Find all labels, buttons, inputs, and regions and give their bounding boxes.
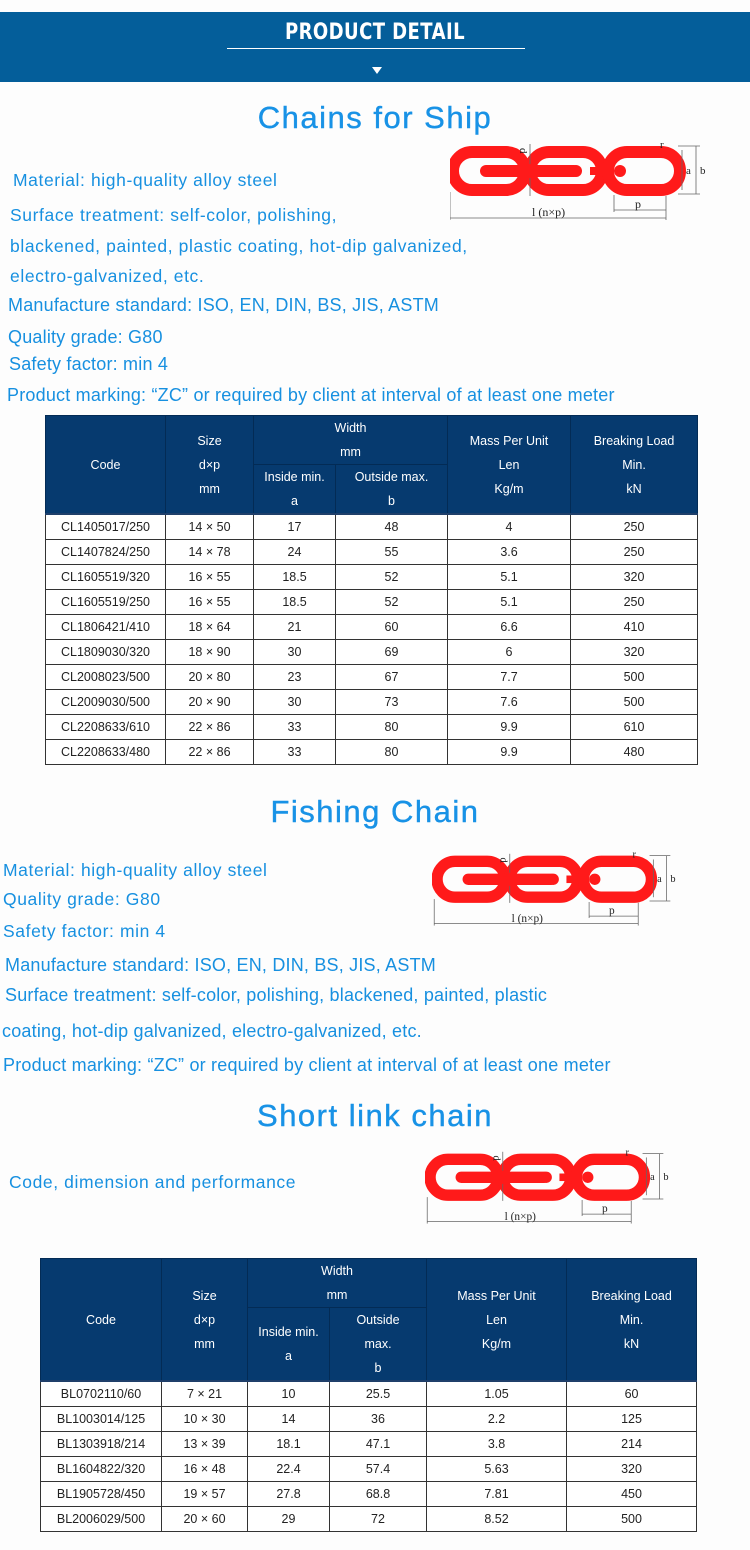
table-row: CL1605519/250 16 × 55 18.5 52 5.1 250 (46, 590, 698, 615)
header-size: Size d×p mm (166, 416, 254, 515)
header-breaking-load: Breaking Load Min. kN (567, 1259, 697, 1382)
header-code: Code (46, 416, 166, 515)
spec-product-marking: Product marking: “ZC” or required by client at interval of at least one meter (7, 385, 615, 405)
header-breaking-load: Breaking Load Min. kN (571, 416, 698, 515)
chain-diagram-short-link (425, 1148, 675, 1233)
spec-standard: Manufacture standard: ISO, EN, DIN, BS, JIS, ASTM (5, 955, 436, 975)
label-d: d (497, 857, 509, 863)
header-mass: Mass Per Unit Len Kg/m (448, 416, 571, 515)
header-outside-max: Outside max. b (336, 465, 448, 515)
chain-links-icon (453, 152, 680, 190)
table-row: CL2208633/610 22 × 86 33 80 9.9 610 (46, 715, 698, 740)
spec-surface-line1: Surface treatment: self-color, polishing, blackened, painted, plastic (5, 985, 548, 1005)
table-row: CL2008023/500 20 × 80 23 67 7.7 500 (46, 665, 698, 690)
spec-surface-line3: electro-galvanized, etc. (10, 266, 205, 286)
spec-material: Material: high-quality alloy steel (13, 170, 278, 190)
table-row: CL1407824/250 14 × 78 24 55 3.6 250 (46, 540, 698, 565)
spec-safety-factor: Safety factor: min 4 (9, 354, 169, 374)
table-row: CL1809030/320 18 × 90 30 69 6 320 (46, 640, 698, 665)
table-row: CL2208633/480 22 × 86 33 80 9.9 480 (46, 740, 698, 765)
spec-code-dimension: Code, dimension and performance (9, 1172, 297, 1192)
spec-surface-line2: coating, hot-dip galvanized, electro-galvanized, etc. (2, 1021, 422, 1041)
label-p: p (608, 905, 615, 918)
banner-title: PRODUCT DETAIL (284, 20, 466, 45)
spec-quality-grade: Quality grade: G80 (8, 327, 163, 347)
label-r: r (632, 850, 637, 861)
chain-links-icon (430, 1159, 644, 1195)
header-size: Size d×p mm (162, 1259, 248, 1382)
short-link-spec-table (40, 1258, 697, 1532)
table-row: CL2009030/500 20 × 90 30 73 7.6 500 (46, 690, 698, 715)
spec-surface-line2: blackened, painted, plastic coating, hot-dip galvanized, (10, 236, 468, 256)
spec-surface-line1: Surface treatment: self-color, polishing, (10, 205, 338, 225)
label-length: l (n×p) (532, 205, 566, 219)
label-p: p (601, 1203, 608, 1216)
table-row: BL0702110/60 7 × 21 10 25.5 1.05 60 (41, 1381, 697, 1407)
label-d: d (517, 148, 529, 154)
label-a: a (657, 874, 662, 886)
table-row: CL1806421/410 18 × 64 21 60 6.6 410 (46, 615, 698, 640)
spec-product-marking: Product marking: “ZC” or required by client at interval of at least one meter (3, 1055, 611, 1075)
triangle-down-icon (372, 67, 382, 74)
product-detail-banner (0, 12, 750, 82)
chain-diagram-fishing (432, 850, 682, 935)
section-title-short-link: Short link chain (257, 1098, 493, 1133)
header-inside-min: Inside min. a (248, 1308, 330, 1382)
spec-material: Material: high-quality alloy steel (3, 860, 268, 880)
ship-chain-spec-table (45, 415, 698, 765)
header-code: Code (41, 1259, 162, 1382)
section-title-ship: Chains for Ship (257, 100, 493, 135)
spec-quality-grade: Quality grade: G80 (3, 889, 161, 909)
section-title-fishing: Fishing Chain (270, 794, 480, 829)
header-outside-max: Outside max. b (330, 1308, 427, 1382)
chain-diagram-ship (450, 140, 710, 230)
label-p: p (635, 197, 641, 211)
table-row: BL1604822/320 16 × 48 22.4 57.4 5.63 320 (41, 1457, 697, 1482)
table-row: CL1605519/320 16 × 55 18.5 52 5.1 320 (46, 565, 698, 590)
label-b: b (663, 1172, 669, 1184)
header-width: Width mm (248, 1259, 427, 1308)
label-r: r (660, 140, 664, 151)
table-row: BL1303918/214 13 × 39 18.1 47.1 3.8 214 (41, 1432, 697, 1457)
header-inside-min: Inside min. a (254, 465, 336, 515)
banner-underline (227, 48, 525, 49)
table-row: BL1905728/450 19 × 57 27.8 68.8 7.81 450 (41, 1482, 697, 1507)
label-length: l (n×p) (511, 912, 543, 925)
table-row: BL2006029/500 20 × 60 29 72 8.52 500 (41, 1507, 697, 1532)
label-a: a (650, 1172, 655, 1184)
label-length: l (n×p) (504, 1210, 536, 1223)
label-b: b (700, 165, 706, 177)
table-row: BL1003014/125 10 × 30 14 36 2.2 125 (41, 1407, 697, 1432)
label-r: r (625, 1148, 630, 1159)
header-mass: Mass Per Unit Len Kg/m (427, 1259, 567, 1382)
label-a: a (686, 165, 691, 177)
label-b: b (670, 874, 676, 886)
header-width: Width mm (254, 416, 448, 465)
table-row: CL1405017/250 14 × 50 17 48 4 250 (46, 514, 698, 540)
chain-links-icon (437, 861, 651, 897)
spec-safety-factor: Safety factor: min 4 (3, 921, 166, 941)
spec-standard: Manufacture standard: ISO, EN, DIN, BS, JIS, ASTM (8, 295, 439, 315)
label-d: d (490, 1155, 502, 1161)
